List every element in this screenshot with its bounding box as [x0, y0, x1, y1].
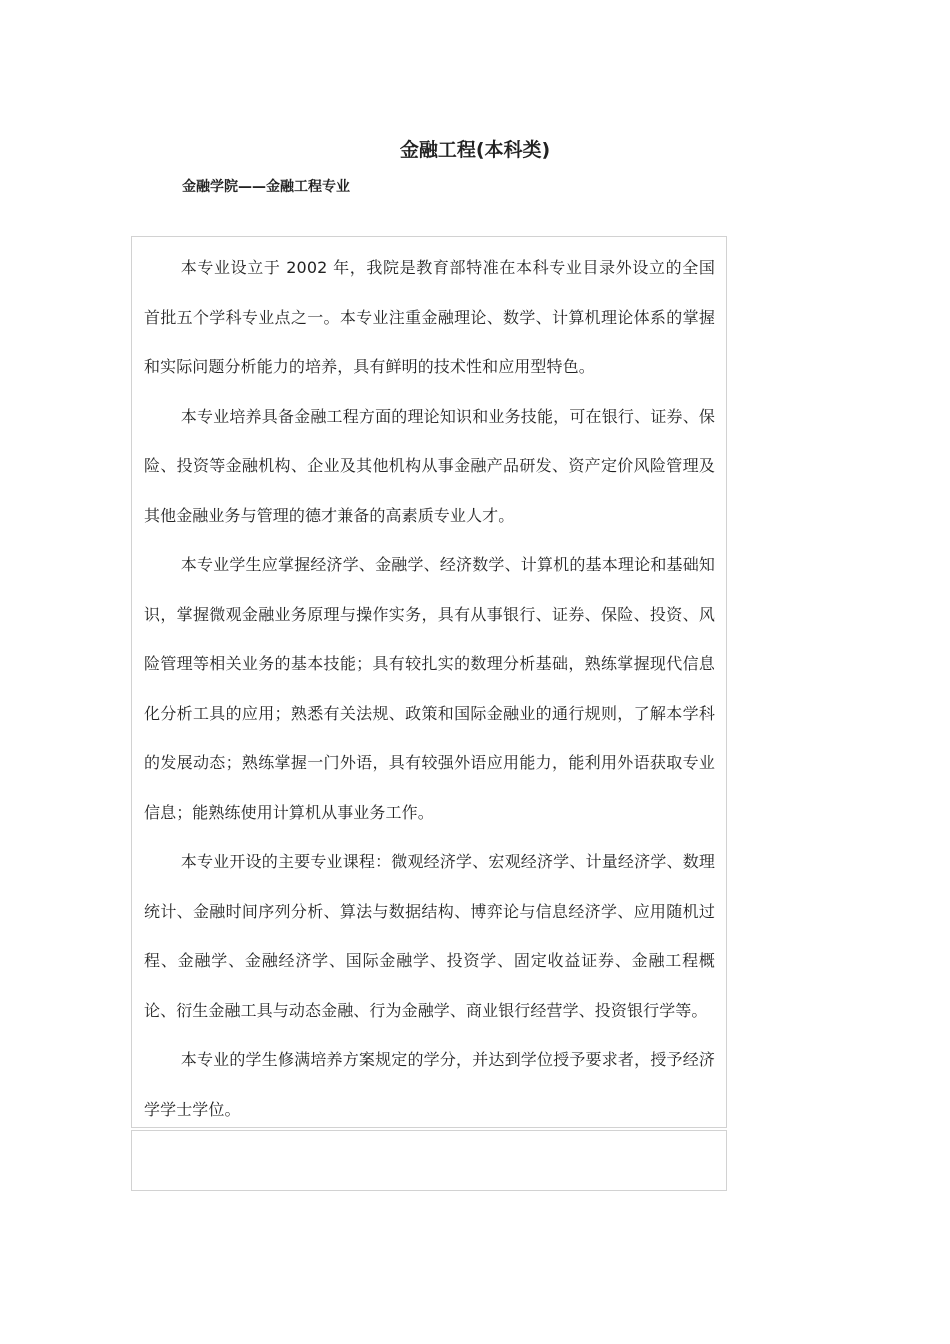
- paragraph-courses: 本专业开设的主要专业课程：微观经济学、宏观经济学、计量经济学、数理统计、金融时间序列分析、算法与数据结构、博弈论与信息经济学、应用随机过程、金融学、金融经济学、国际金融学、投资学、固定收益证券、金融工程概论、衍生金融工具与动态金融、行为金融学、商业银行经营学、投资银行学等。: [144, 852, 715, 1020]
- paragraph-intro: 本专业设立于 2002 年，我院是教育部特准在本科专业目录外设立的全国首批五个学科专业点之一。本专业注重金融理论、数学、计算机理论体系的掌握和实际问题分析能力的培养，具有鲜明的技术性和应用型特色。: [144, 258, 715, 376]
- paragraph-requirements: 本专业学生应掌握经济学、金融学、经济数学、计算机的基本理论和基础知识，掌握微观金融业务原理与操作实务，具有从事银行、证券、保险、投资、风险管理等相关业务的基本技能；具有较扎实的数理分析基础，熟练掌握现代信息化分析工具的应用；熟悉有关法规、政策和国际金融业的通行规则，了解本学科的发展动态；熟练掌握一门外语，具有较强外语应用能力，能利用外语获取专业信息；能熟练使用计算机从事业务工作。: [144, 555, 715, 822]
- page-title: 金融工程(本科类): [399, 139, 551, 161]
- page-subtitle: 金融学院——金融工程专业: [182, 179, 350, 195]
- paragraph-objective: 本专业培养具备金融工程方面的理论知识和业务技能，可在银行、证券、保险、投资等金融机构、企业及其他机构从事金融产品研发、资产定价风险管理及其他金融业务与管理的德才兼备的高素质专业人才。: [144, 406, 715, 525]
- content-table-cell: [131, 236, 727, 1128]
- empty-table-cell: [131, 1130, 727, 1191]
- paragraph-degree: 本专业的学生修满培养方案规定的学分，并达到学位授予要求者，授予经济学学士学位。: [144, 1050, 715, 1119]
